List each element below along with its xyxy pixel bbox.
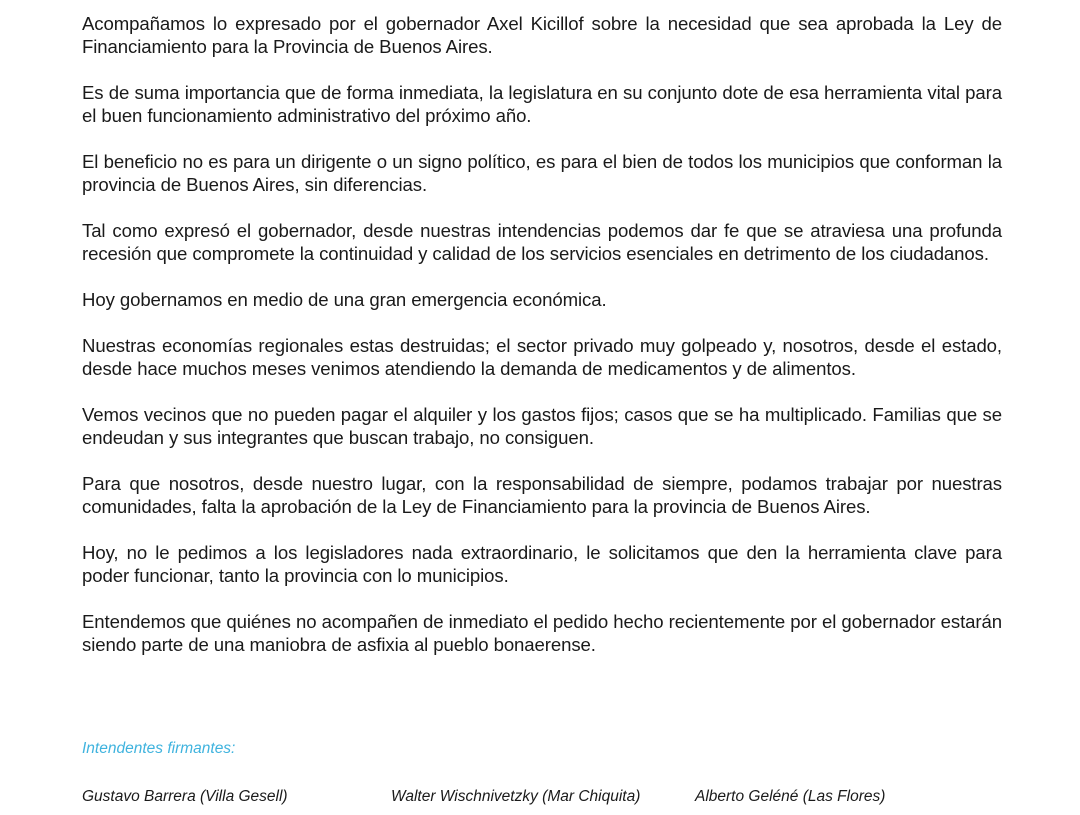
paragraph-9: Hoy, no le pedimos a los legisladores nada extraordinario, le solicitamos que den la herramienta clave para poder funcionar, tanto la provincia con lo municipios. (82, 542, 1002, 586)
paragraph-7: Vemos vecinos que no pueden pagar el alquiler y los gastos fijos; casos que se ha multiplicado. Familias que se endeudan y sus integrantes que buscan trabajo, no consiguen. (82, 404, 1002, 448)
paragraph-6: Nuestras economías regionales estas destruidas; el sector privado muy golpeado y, nosotros, desde el estado, desde hace muchos meses venimos atendiendo la demanda de medicamentos y de alimentos. (82, 335, 1002, 379)
signers-list (82, 786, 1032, 807)
paragraph-2: Es de suma importancia que de forma inmediata, la legislatura en su conjunto dote de esa herramienta vital para el buen funcionamiento administrativo del próximo año. (82, 82, 1002, 126)
signers-heading: Intendentes firmantes: (82, 740, 236, 757)
paragraph-1: Acompañamos lo expresado por el gobernador Axel Kicillof sobre la necesidad que sea aprobada la Ley de Financiamiento para la Provincia de Buenos Aires. (82, 13, 1002, 57)
letter-body (82, 12, 1002, 679)
paragraph-3: El beneficio no es para un dirigente o un signo político, es para el bien de todos los municipios que conforman la provincia de Buenos Aires, sin diferencias. (82, 151, 1002, 195)
signer-name: Alberto Geléné (Las Flores) (695, 788, 886, 805)
paragraph-10: Entendemos que quiénes no acompañen de inmediato el pedido hecho recientemente por el gobernador estarán siendo parte de una maniobra de asfixia al pueblo bonaerense. (82, 611, 1002, 655)
signer-name: Walter Wischnivetzky (Mar Chiquita) (391, 788, 641, 805)
signers-row (82, 786, 1032, 807)
paragraph-4: Tal como expresó el gobernador, desde nuestras intendencias podemos dar fe que se atraviesa una profunda recesión que compromete la continuidad y calidad de los servicios esenciales en detrimento de los ciudadanos. (82, 220, 1002, 264)
paragraph-8: Para que nosotros, desde nuestro lugar, con la responsabilidad de siempre, podamos trabajar por nuestras comunidades, falta la aprobación de la Ley de Financiamiento para la provincia de Buenos Aires. (82, 473, 1002, 517)
signer-name: Gustavo Barrera (Villa Gesell) (82, 788, 288, 805)
paragraph-5: Hoy gobernamos en medio de una gran emergencia económica. (82, 289, 607, 310)
